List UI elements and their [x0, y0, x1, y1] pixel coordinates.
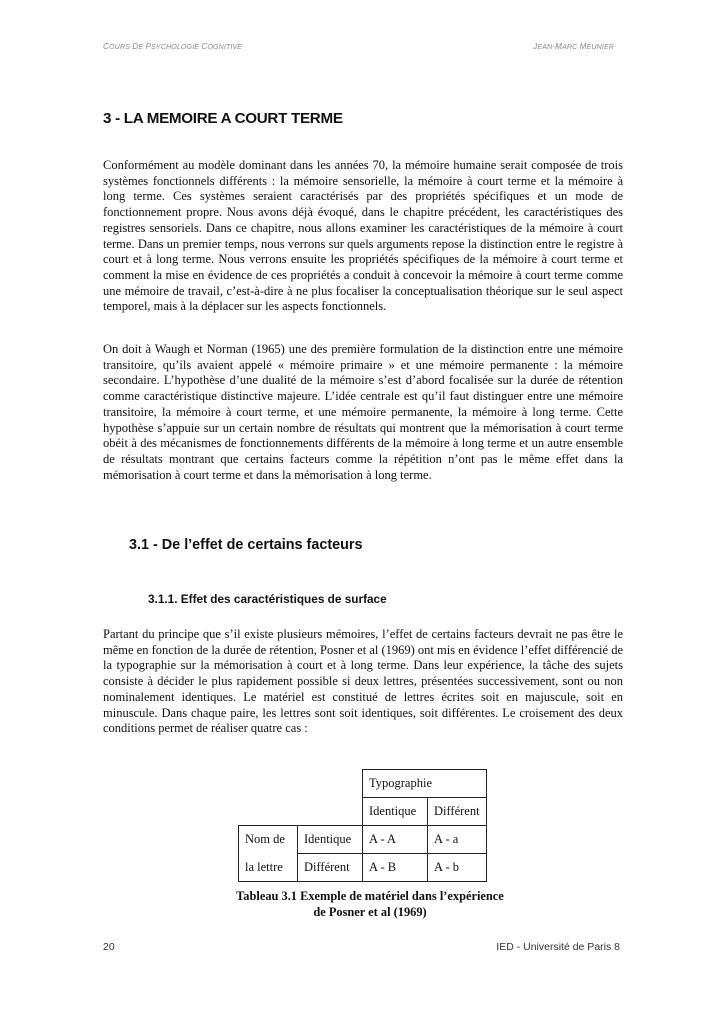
table-col-header: Identique	[363, 798, 428, 826]
material-table	[238, 769, 487, 882]
table-empty-cell	[298, 798, 363, 826]
page-number: 20	[103, 941, 115, 953]
table-row-group-header: la lettre	[239, 854, 298, 882]
table-cell: A - B	[363, 854, 428, 882]
table-row	[239, 798, 487, 826]
subsection-title: 3.1.1. Effet des caractéristiques de surface	[148, 592, 387, 606]
running-header-author	[533, 42, 614, 51]
table-caption-line: de Posner et al (1969)	[313, 904, 427, 919]
table-empty-cell	[239, 770, 298, 798]
paragraph-posner: Partant du principe que s’il existe plusieurs mémoires, l’effet de certains facteurs devrait ne pas être le même en fonction de la durée de rétention, Posner et al (1969) ont mis en évidence l’effet différencié de la typographie sur la mémorisation à court et à long terme. Dans leur expérience, la tâche des sujets consiste à décider le plus rapidement possible si deux lettres, présentées successivement, sont ou non nominalement identiques. Le matériel est constitué de lettres écrites soit en majuscule, soit en minuscule. Dans chaque paire, les lettres sont soit identiques, soit différentes. Le croisement des deux conditions permet de réaliser quatre cas :	[103, 627, 623, 736]
table-caption	[200, 889, 540, 920]
table-caption-line: Tableau 3.1 Exemple de matériel dans l’expérience	[236, 889, 504, 903]
header-course-title: COURS DE PSYCHOLOGIE COGNITIVE	[103, 42, 243, 51]
table-row	[239, 770, 487, 798]
table-row	[239, 826, 487, 854]
table-row	[239, 854, 487, 882]
table-cell: A - a	[428, 826, 487, 854]
table-empty-cell	[239, 798, 298, 826]
section-title: 3.1 - De l’effet de certains facteurs	[129, 537, 363, 553]
table-row-group-header: Nom de	[239, 826, 298, 854]
footer-institution: IED - Université de Paris 8	[496, 941, 620, 953]
table-col-group-header: Typographie	[363, 770, 487, 798]
table-cell: A - A	[363, 826, 428, 854]
paragraph-waugh-norman: On doit à Waugh et Norman (1965) une des première formulation de la distinction entre une mémoire transitoire, qu’ils avaient appelé « mémoire primaire » et une mémoire permanente : la mémoire secondaire. L’hypothèse d’une dualité de la mémoire s’est d’abord focalisée sur la durée de rétention comme caractéristique distinctive majeure. L’idée centrale est qu’il faut distinguer entre une mémoire transitoire, la mémoire à court terme, et une mémoire permanente, la mémoire à long terme. Cette hypothèse s’appuie sur un certain nombre de résultats qui montrent que la mémorisation à court terme obéit à des mécanismes de fonctionnements différents de la mémoire à long terme et un autre ensemble de résultats montrant que certains facteurs comme la répétition n’ont pas le même effet dans la mémorisation à court terme et dans la mémorisation à long terme.	[103, 342, 623, 482]
paragraph-intro: Conformément au modèle dominant dans les années 70, la mémoire humaine serait composée de trois systèmes fonctionnels différents : la mémoire sensorielle, la mémoire à court terme et la mémoire à long terme. Ces systèmes seraient caractérisés par des propriétés spécifiques et un mode de fonctionnement propre. Nous avons déjà évoqué, dans le chapitre précédent, les caractéristiques des registres sensoriels. Dans ce chapitre, nous allons examiner les caractéristiques de la mémoire à court terme. Dans un premier temps, nous verrons sur quels arguments repose la distinction entre le registre à court et à long terme. Nous verrons ensuite les propriétés spécifiques de la mémoire à court terme et comment la mise en évidence de ces propriétés a conduit à concevoir la mémoire à court terme comme une mémoire de travail, c’est-à-dire à ne plus focaliser la conceptualisation théorique sur le seul aspect temporel, mais à la déplacer sur les aspects fonctionnels.	[103, 158, 623, 314]
table-row-header: Différent	[298, 854, 363, 882]
table-empty-cell	[298, 770, 363, 798]
table-cell: A - b	[428, 854, 487, 882]
table-row-header: Identique	[298, 826, 363, 854]
table-col-header: Différent	[428, 798, 487, 826]
running-header-course	[103, 42, 242, 51]
chapter-title: 3 - LA MEMOIRE A COURT TERME	[103, 110, 343, 127]
header-author-name: JEAN-MARC MEUNIER	[533, 42, 614, 51]
